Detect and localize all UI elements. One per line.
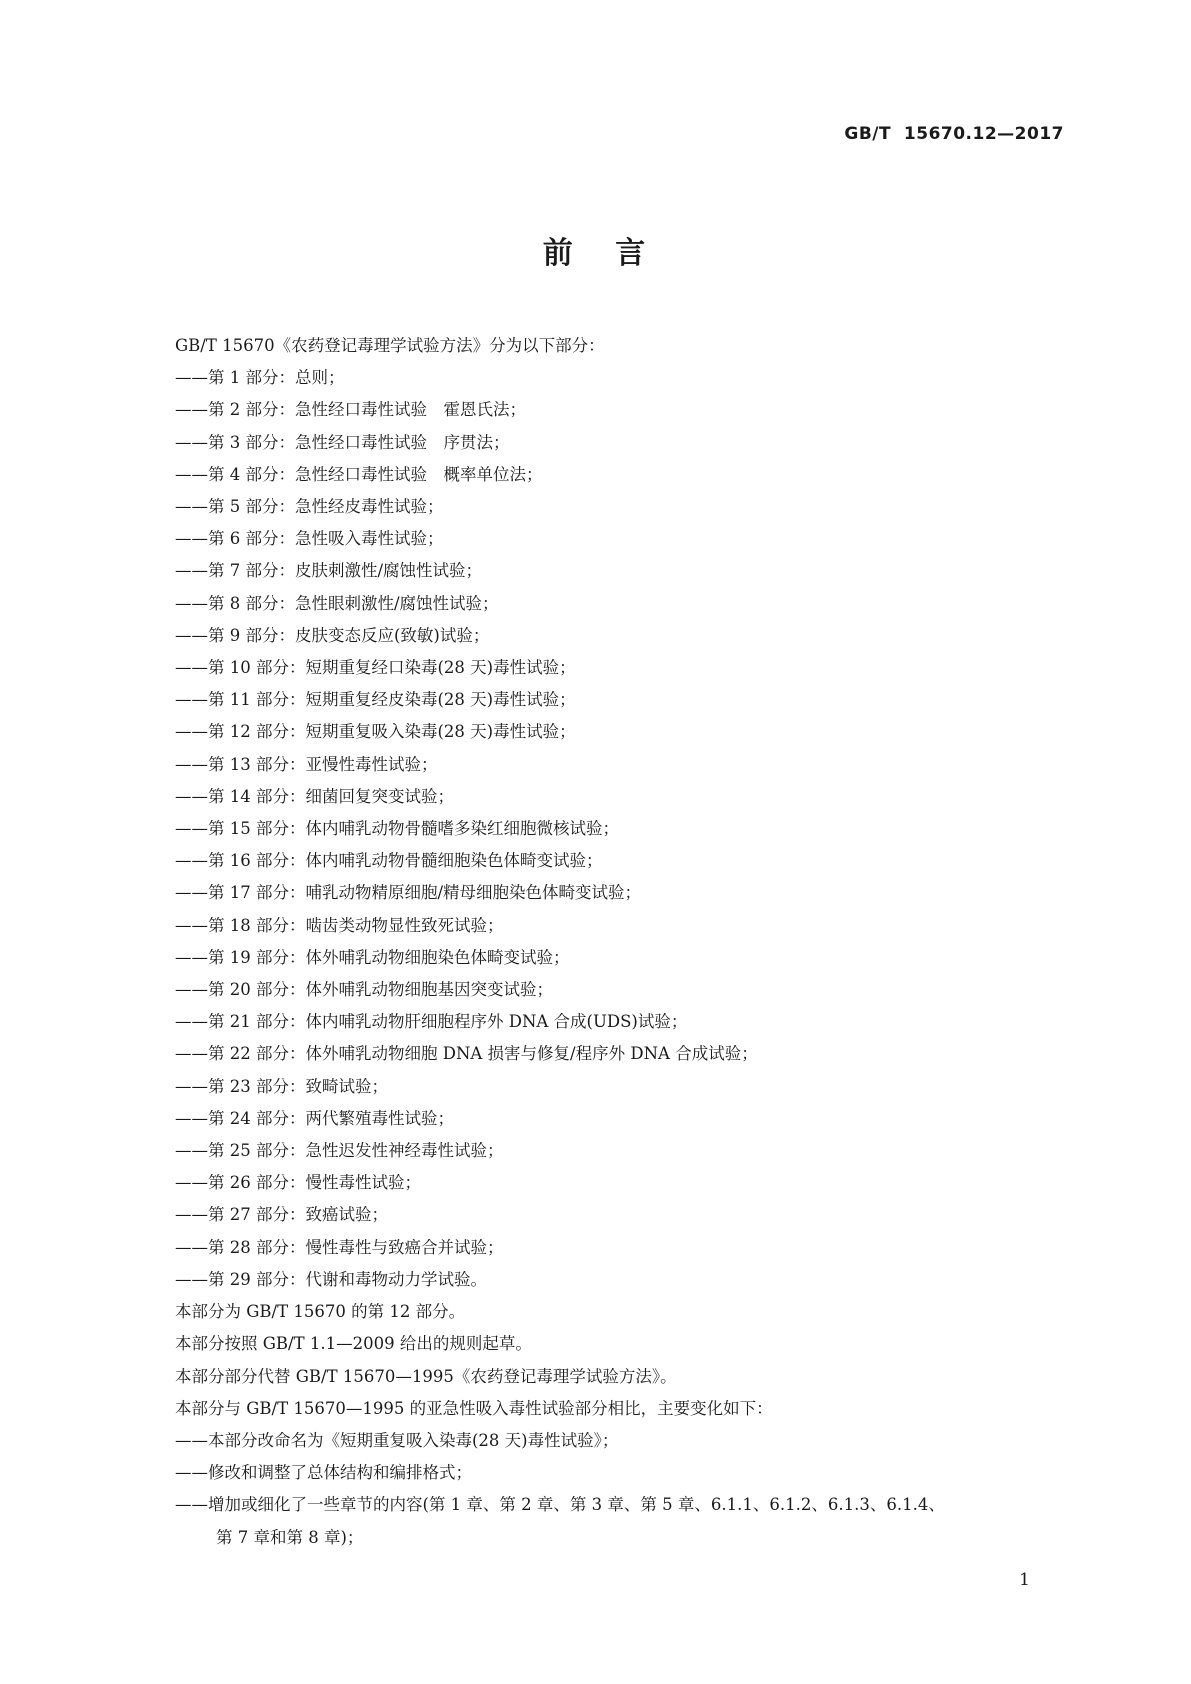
list-item: ——第 18 部分：啮齿类动物显性致死试验； (175, 915, 504, 935)
list-item: ——第 24 部分：两代繁殖毒性试验； (175, 1108, 454, 1128)
list-item: ——第 15 部分：体内哺乳动物骨髓嗜多染红细胞微核试验； (175, 819, 619, 839)
statement-paragraph: 本部分与 GB/T 15670—1995 的亚急性吸入毒性试验部分相比，主要变化如下： (175, 1398, 773, 1418)
standard-number: GB/T 15670.12—2017 (844, 124, 1064, 144)
section-title: 前 言 (542, 236, 649, 271)
statements (175, 1296, 1070, 1425)
list-item-continuation: 第 7 章和第 8 章)； (216, 1527, 364, 1547)
parts-list (175, 362, 1070, 1296)
list-item: ——第 25 部分：急性迟发性神经毒性试验； (175, 1141, 504, 1161)
list-item: ——第 9 部分：皮肤变态反应(致敏)试验； (175, 625, 490, 645)
list-item: ——第 28 部分：慢性毒性与致癌合并试验； (175, 1237, 504, 1257)
intro-paragraph: GB/T 15670《农药登记毒理学试验方法》分为以下部分： (175, 336, 605, 355)
list-item: ——第 19 部分：体外哺乳动物细胞染色体畸变试验； (175, 947, 570, 967)
list-item: ——第 2 部分：急性经口毒性试验 霍恩氏法； (175, 400, 526, 420)
list-item: ——第 26 部分：慢性毒性试验； (175, 1173, 421, 1193)
list-item: ——第 12 部分：短期重复吸入染毒(28 天)毒性试验； (175, 722, 576, 742)
list-item: ——第 4 部分：急性经口毒性试验 概率单位法； (175, 464, 543, 484)
changes-list (175, 1425, 1070, 1554)
list-item: ——第 22 部分：体外哺乳动物细胞 DNA 损害与修复/程序外 DNA 合成试验； (175, 1044, 758, 1064)
document-body (175, 330, 1070, 1554)
list-item: ——第 17 部分：哺乳动物精原细胞/精母细胞染色体畸变试验； (175, 883, 642, 903)
list-item: ——第 11 部分：短期重复经皮染毒(28 天)毒性试验； (175, 690, 576, 710)
list-item: ——第 8 部分：急性眼刺激性/腐蚀性试验； (175, 593, 499, 613)
list-item: ——修改和调整了总体结构和编排格式； (175, 1463, 472, 1483)
list-item: ——第 29 部分：代谢和毒物动力学试验。 (175, 1269, 487, 1289)
list-item: ——第 6 部分：急性吸入毒性试验； (175, 529, 444, 549)
page-number: 1 (1019, 1570, 1030, 1590)
list-item: ——第 13 部分：亚慢性毒性试验； (175, 754, 438, 774)
list-item: ——第 7 部分：皮肤刺激性/腐蚀性试验； (175, 561, 483, 581)
list-item: ——第 16 部分：体内哺乳动物骨髓细胞染色体畸变试验； (175, 851, 603, 871)
list-item: ——第 20 部分：体外哺乳动物细胞基因突变试验； (175, 980, 553, 1000)
list-item: ——第 21 部分：体内哺乳动物肝细胞程序外 DNA 合成(UDS)试验； (175, 1012, 688, 1032)
statement-paragraph: 本部分按照 GB/T 1.1—2009 给出的规则起草。 (175, 1334, 532, 1354)
list-item: ——增加或细化了一些章节的内容(第 1 章、第 2 章、第 3 章、第 5 章、6.1.1、6.1.2、6.1.3、6.1.4、 (175, 1495, 945, 1515)
list-item: ——第 10 部分：短期重复经口染毒(28 天)毒性试验； (175, 658, 576, 678)
list-item: ——本部分改命名为《短期重复吸入染毒(28 天)毒性试验》； (175, 1430, 619, 1450)
list-item: ——第 23 部分：致畸试验； (175, 1076, 388, 1096)
list-item: ——第 14 部分：细菌回复突变试验； (175, 786, 454, 806)
list-item: ——第 1 部分：总则； (175, 368, 345, 388)
statement-paragraph: 本部分为 GB/T 15670 的第 12 部分。 (175, 1302, 466, 1322)
list-item: ——第 3 部分：急性经口毒性试验 序贯法； (175, 432, 510, 452)
statement-paragraph: 本部分部分代替 GB/T 15670—1995《农药登记毒理学试验方法》。 (175, 1366, 677, 1386)
list-item: ——第 27 部分：致癌试验； (175, 1205, 388, 1225)
list-item: ——第 5 部分：急性经皮毒性试验； (175, 497, 444, 517)
